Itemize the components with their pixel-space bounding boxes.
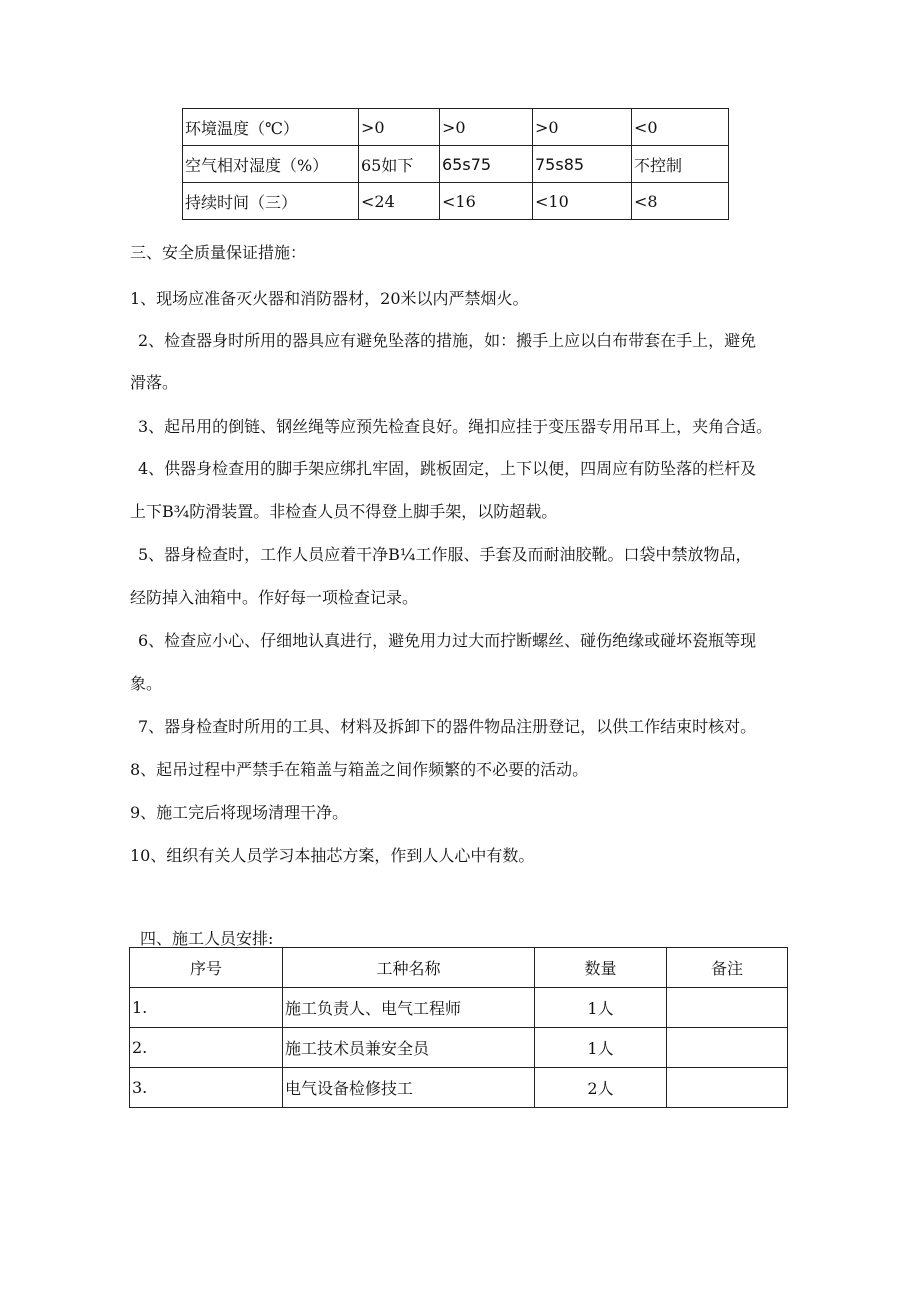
list-item: 3、起吊用的倒链、钢丝绳等应预先检查良好。绳扣应挂于变压器专用吊耳上，夹角合适。 <box>138 417 773 436</box>
list-item-continuation: 象。 <box>130 674 163 693</box>
list-item: 6、检查应小心、仔细地认真进行，避免用力过大而拧断螺丝、碰伤绝缘或碰坏瓷瓶等现 <box>138 631 757 650</box>
list-item-continuation: 滑落。 <box>130 373 179 392</box>
table-cell: 1人 <box>535 1028 667 1068</box>
section-heading: 三、安全质量保证措施： <box>130 243 307 262</box>
list-item: 7、器身检查时所用的工具、材料及拆卸下的器件物品注册登记，以供工作结束时核对。 <box>138 717 757 736</box>
list-item: 9、施工完后将现场清理干净。 <box>130 803 349 822</box>
table-row <box>130 1068 788 1108</box>
table-header-row <box>130 948 788 988</box>
list-item: 5、器身检查时，工作人员应着干净B¼工作服、手套及而耐油胶靴。口袋中禁放物品， <box>138 545 752 564</box>
table-cell: >0 <box>440 109 533 146</box>
staff-arrangement-table <box>129 947 788 1108</box>
table-cell: 不控制 <box>632 146 729 183</box>
table-cell <box>667 1068 788 1108</box>
column-header: 序号 <box>130 948 283 988</box>
table-cell: >0 <box>359 109 440 146</box>
table-cell: 施工负责人、电气工程师 <box>283 988 535 1028</box>
list-item: 1、现场应准备灭火器和消防器材，20米以内严禁烟火。 <box>130 289 529 308</box>
table-cell: 65s75 <box>440 146 533 183</box>
table-cell: 施工技术员兼安全员 <box>283 1028 535 1068</box>
table-cell: 电气设备检修技工 <box>283 1068 535 1108</box>
table-cell: <0 <box>632 109 729 146</box>
table-cell <box>667 1028 788 1068</box>
section-heading: 四、施工人员安排: <box>140 929 274 948</box>
table-cell: >0 <box>533 109 632 146</box>
table-cell: 环境温度（℃） <box>183 109 359 146</box>
table-row <box>130 988 788 1028</box>
table-cell: 2. <box>130 1028 283 1068</box>
table-cell: 1人 <box>535 988 667 1028</box>
table-row <box>183 146 729 183</box>
list-item: 4、供器身检查用的脚手架应绑扎牢固，跳板固定，上下以便，四周应有防坠落的栏杆及 <box>138 459 757 478</box>
table-cell: <10 <box>533 183 632 220</box>
table-cell: 2人 <box>535 1068 667 1108</box>
table-cell: 65如下 <box>359 146 440 183</box>
list-item: 10、组织有关人员学习本抽芯方案，作到人人心中有数。 <box>130 846 535 865</box>
table-cell: <8 <box>632 183 729 220</box>
table-row <box>183 183 729 220</box>
table-cell: 75s85 <box>533 146 632 183</box>
table-cell: 1. <box>130 988 283 1028</box>
environment-conditions-table <box>182 108 729 220</box>
table-cell: <24 <box>359 183 440 220</box>
table-cell: 持续时间（三） <box>183 183 359 220</box>
list-item: 8、起吊过程中严禁手在箱盖与箱盖之间作频繁的不必要的活动。 <box>130 760 589 779</box>
column-header: 数量 <box>535 948 667 988</box>
list-item-continuation: 经防掉入油箱中。作好每一项检查记录。 <box>130 588 419 607</box>
column-header: 备注 <box>667 948 788 988</box>
table-cell: 空气相对湿度（%） <box>183 146 359 183</box>
column-header: 工种名称 <box>283 948 535 988</box>
list-item: 2、检查器身时所用的器具应有避免坠落的措施，如：搬手上应以白布带套在手上，避免 <box>138 331 757 350</box>
table-row <box>130 1028 788 1068</box>
table-cell: 3. <box>130 1068 283 1108</box>
table-cell <box>667 988 788 1028</box>
table-cell: <16 <box>440 183 533 220</box>
list-item-continuation: 上下B¾防滑装置。非检查人员不得登上脚手架，以防超载。 <box>130 502 558 521</box>
table-row <box>183 109 729 146</box>
